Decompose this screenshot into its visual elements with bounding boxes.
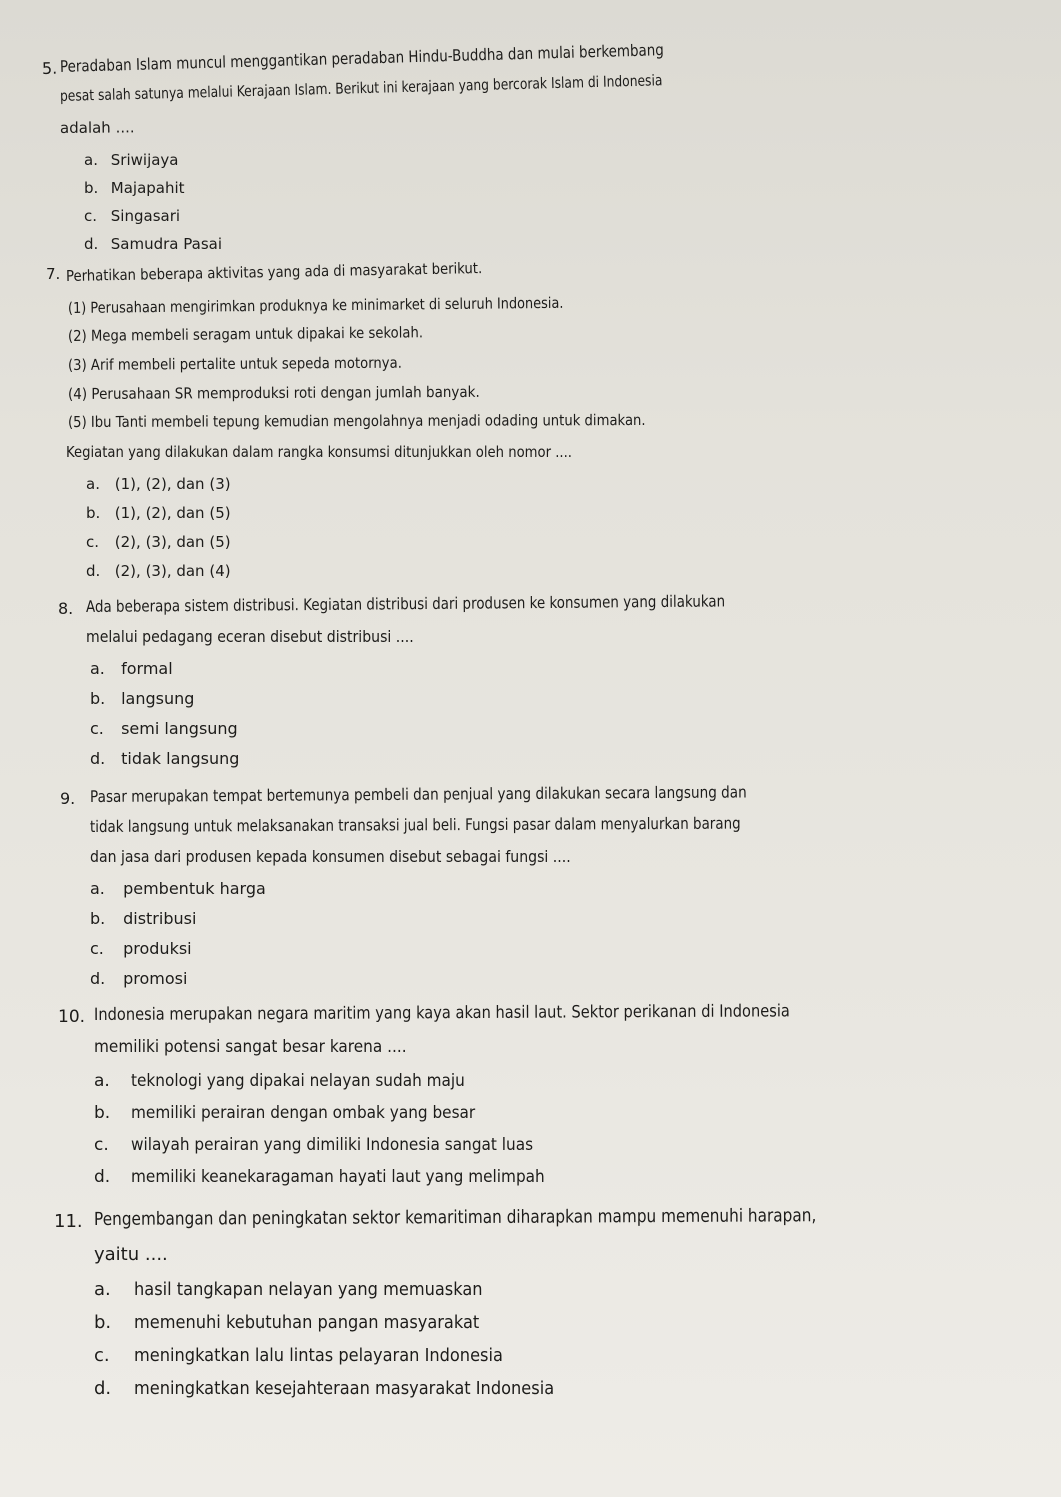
option-c[interactable] [84,208,180,225]
option-text: Sriwijaya [110,151,179,169]
option-text: wilayah perairan yang dimiliki Indonesia sangat luas [131,1135,534,1155]
option-letter: d. [94,1378,112,1399]
option-a[interactable] [94,1280,521,1301]
option-a[interactable] [86,476,231,493]
list-item: (1) Perusahaan mengirimkan produknya ke minimarket di seluruh Indonesia. [67,293,564,317]
option-d[interactable] [84,236,222,253]
option-text: semi langsung [121,719,238,738]
question-text-line: melalui pedagang eceran disebut distribusi .... [86,627,414,646]
option-letter: b. [94,1103,111,1123]
option-letter: a. [86,475,100,493]
option-text: (1), (2), dan (5) [114,504,231,522]
option-text: meningkatkan lalu lintas pelayaran Indonesia [133,1345,503,1366]
question-number: 10. [58,1007,86,1027]
option-c[interactable] [90,940,192,958]
option-text: teknologi yang dipakai nelayan sudah maju [131,1071,466,1091]
question-text-line: Ada beberapa sistem distribusi. Kegiatan distribusi dari produsen ke konsumen yang dilakukan [85,591,726,616]
option-text: memenuhi kebutuhan pangan masyarakat [133,1312,479,1333]
option-a[interactable] [84,152,179,169]
option-c[interactable] [94,1346,544,1367]
option-a[interactable] [90,660,173,678]
option-text: formal [121,659,173,678]
option-text: Majapahit [110,179,185,197]
list-item: (5) Ibu Tanti membeli tepung kemudian mengolahnya menjadi odading untuk dimakan. [67,410,646,431]
option-d[interactable] [94,1168,591,1188]
option-text: memiliki keanekaragaman hayati laut yang melimpah [131,1167,546,1187]
option-text: memiliki perairan dengan ombak yang besar [131,1103,476,1123]
option-letter: c. [86,533,100,551]
option-b[interactable] [86,505,231,522]
question-text-line: Indonesia merupakan negara maritim yang kaya akan hasil laut. Sektor perikanan di Indonesia [93,1001,790,1025]
question-number: 9. [60,789,76,808]
option-text: promosi [123,969,188,988]
option-text: hasil tangkapan nelayan yang memuaskan [133,1279,483,1300]
option-text: produksi [123,939,192,958]
option-d[interactable] [94,1379,601,1400]
list-item: (3) Arif membeli pertalite untuk sepeda motornya. [67,353,402,374]
question-text-line: pesat salah satunya melalui Kerajaan Islam. Berikut ini kerajaan yang bercorak Islam di Indonesia [59,71,663,105]
option-letter: b. [90,909,106,928]
option-letter: c. [84,207,98,225]
option-text: Singasari [110,207,181,225]
list-item: (2) Mega membeli seragam untuk dipakai ke sekolah. [67,323,424,345]
option-letter: a. [90,659,105,678]
question-text-line: yaitu .... [94,1244,168,1265]
option-letter: a. [94,1279,111,1300]
option-c[interactable] [90,720,238,738]
option-letter: c. [90,719,104,738]
option-text: Samudra Pasai [110,235,222,253]
question-text-line: Pasar merupakan tempat bertemunya pembeli dan penjual yang dilakukan secara langsung dan [89,782,747,806]
option-letter: b. [84,179,99,197]
question-text-line: Kegiatan yang dilakukan dalam rangka konsumsi ditunjukkan oleh nomor .... [66,443,572,461]
question-text-line: adalah .... [59,118,135,137]
option-d[interactable] [86,563,231,580]
question-number: 7. [46,265,61,283]
option-b[interactable] [94,1313,517,1334]
question-text-line: memiliki potensi sangat besar karena .... [94,1037,407,1057]
option-b[interactable] [84,180,185,197]
option-letter: b. [86,504,101,522]
option-text: meningkatkan kesejahteraan masyarakat Indonesia [133,1378,554,1399]
option-text: distribusi [123,909,197,928]
option-text: (2), (3), dan (5) [114,533,231,551]
option-letter: a. [94,1071,110,1091]
question-text-line: dan jasa dari produsen kepada konsumen disebut sebagai fungsi .... [90,847,571,866]
option-letter: d. [84,235,99,253]
option-a[interactable] [94,1072,502,1092]
option-letter: b. [94,1312,112,1333]
option-letter: d. [90,749,106,768]
option-letter: d. [94,1167,111,1187]
list-item: (4) Perusahaan SR memproduksi roti dengan jumlah banyak. [67,382,480,403]
option-b[interactable] [90,690,194,708]
option-letter: a. [84,151,98,169]
question-number: 11. [54,1211,83,1232]
option-b[interactable] [90,910,196,928]
option-letter: d. [90,969,106,988]
question-text-line: Perhatikan beberapa aktivitas yang ada di masyarakat berikut. [65,259,483,285]
question-number: 8. [58,599,74,618]
option-b[interactable] [94,1104,514,1124]
question-number: 5. [41,58,58,78]
option-text: (1), (2), dan (3) [114,475,231,493]
option-d[interactable] [90,750,239,768]
question-text-line: Pengembangan dan peningkatan sektor kemaritiman diharapkan mampu memenuhi harapan, [93,1205,817,1230]
option-letter: a. [90,879,105,898]
option-letter: c. [90,939,104,958]
option-letter: c. [94,1135,109,1155]
option-c[interactable] [86,534,231,551]
option-letter: c. [94,1345,110,1366]
option-letter: d. [86,562,101,580]
option-text: pembentuk harga [123,879,266,898]
question-text-line: Peradaban Islam muncul menggantikan peradaban Hindu-Buddha dan mulai berkembang [59,40,665,76]
option-letter: b. [90,689,106,708]
option-c[interactable] [94,1136,578,1156]
option-d[interactable] [90,970,187,988]
option-text: tidak langsung [121,749,240,768]
question-text-line: tidak langsung untuk melaksanakan transaksi jual beli. Fungsi pasar dalam menyalurkan barang [89,813,741,836]
option-text: langsung [121,689,195,708]
option-a[interactable] [90,880,266,898]
option-text: (2), (3), dan (4) [114,562,231,580]
